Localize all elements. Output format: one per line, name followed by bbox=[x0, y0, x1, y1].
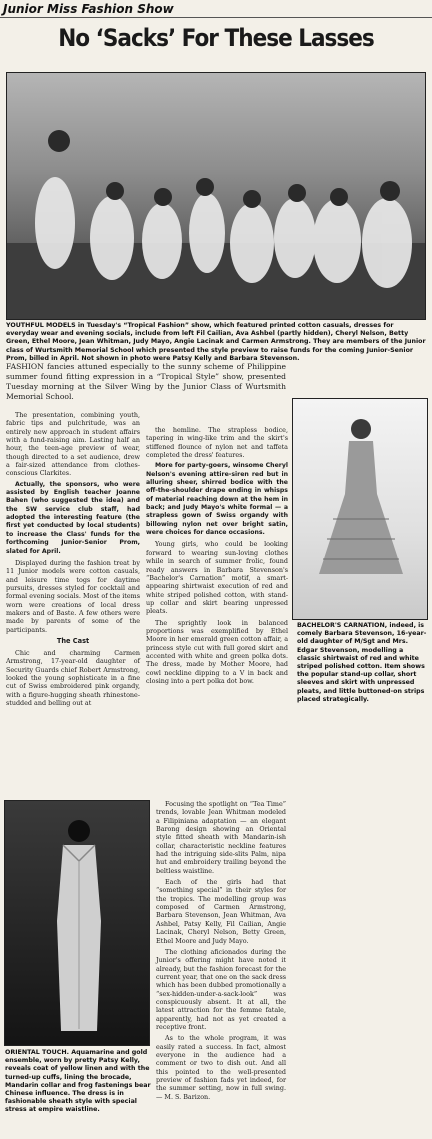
paragraph: the hemline. The strapless bodice, tapering in wing-like trim and the skirt's stiffened flounce of nylon net and taffeta completed the dress' features. bbox=[146, 426, 288, 460]
oriental-photo bbox=[4, 800, 150, 1046]
article-column-1 bbox=[6, 411, 140, 710]
section-kicker: Junior Miss Fashion Show bbox=[3, 2, 174, 16]
article-column-3 bbox=[156, 800, 286, 1104]
carnation-photo-figure bbox=[293, 399, 428, 620]
paragraph: Actually, the sponsors, who were assisted by English teacher Joanne Bahen (who suggested the idea) and the SW service club staff, had adopted the interesting feature (the first yet conducted by local students) to increase the Class' funds for the forthcoming Junior-Senior Prom, slated for April. bbox=[6, 480, 140, 555]
paragraph: As to the whole program, it was easily rated a success. In fact, almost everyone in the audience had a comment or two to dish out. And all this pointed to the well-presented preview of fashion fads yet indeed, for the summer setting, now in full swing. — M. S. Barizon. bbox=[156, 1034, 286, 1101]
caption-lead: ORIENTAL TOUCH. bbox=[5, 1049, 70, 1056]
caption-lead: YOUTHFUL MODELS bbox=[6, 322, 76, 329]
paragraph: More for party-goers, winsome Cheryl Nelson's evening attire-siren red but in alluring sheer, shirred bodice with the off-the-shoulder drape ending in whisps of material reaching down at the hem in back; and Judy Mayo's white formal — a strapless gown of Swiss organdy with billowing nylon net over bright satin, were choices for dance occasions. bbox=[146, 462, 288, 537]
caption-text: , indeed, is comely Barbara Stevenson, 16-year-old daughter of M/Sgt and Mrs. Edgar Stevenson, modelling a classic shirtwaist of red and white striped polished cotton. Item shows the popular stand-up collar, short sleeves and skirt with unpressed pleats, and little buttoned-on strips placed strategically. bbox=[297, 622, 427, 703]
article-column-2 bbox=[146, 426, 288, 688]
caption-text: in Tuesday's “Tropical Fashion” show, which featured printed cotton casuals, dresses for everyday wear and evening socials, include from left Fil Cailian, Ava Ashbel (partly hidden), Cheryl Nelson, Betty Green, Ethel Moore, Jean Whitman, Judy Mayo, Angie Lacinak and Carmen Armstrong. They are members of the Junior class of Wurtsmith Memorial School which presented the style preview to raise funds for the coming Junior-Senior Prom, billed in April. Not shown in photo were Patsy Kelly and Barbara Stevenson. bbox=[6, 322, 426, 362]
kicker-rule bbox=[0, 17, 432, 18]
headline: No ‘Sacks’ For These Lasses bbox=[58, 24, 374, 52]
paragraph: The clothing aficionados during the Junior's offering might have noted it already, but the fashion forecast for the current year, that one on the sack dress which has been dubbed promotionally a “sex-hidden-under-a-sack-look” was conspicuously absent. It at all, the latest attraction for the femme fatale, apparently, had not as yet created a receptive front. bbox=[156, 947, 286, 1031]
group-photo-caption bbox=[6, 322, 426, 363]
caption-lead: BACHELOR'S CARNATION bbox=[297, 622, 385, 629]
paragraph: Displayed during the fashion treat by 11 Junior models were cotton casuals, and leisure time togs for daytime pursuits, dresses styled for cocktail and formal evening socials. Most of the items worn were creations of local dress makers and of Baste. A few others were made by parents of some of the participants. bbox=[6, 558, 140, 634]
carnation-photo bbox=[292, 398, 428, 620]
subhead-the-cast: The Cast bbox=[56, 636, 90, 645]
oriental-caption bbox=[5, 1049, 151, 1115]
group-photo-figures bbox=[7, 73, 426, 320]
oriental-photo-figure bbox=[5, 801, 150, 1046]
paragraph: The presentation, combining youth, fabric tips and pulchritude, was an entirely new approach in student affairs with a fund-raising aim. Lasting half an hour, the teen-age preview of wear, though directed to a set audience, drew a fair-sized attendance from clothes-conscious Clarkites. bbox=[6, 411, 140, 478]
paragraph: Chic and charming Carmen Armstrong, 17-year-old daughter of Security Guards chief Robert Armstrong, looked the young sophisticate in a fine cut of Swiss embroidered pink organdy, with a figure-hugging sheath rhinestone-studded and belling out at bbox=[6, 648, 140, 707]
caption-text: Aquamarine and gold ensemble, worn by pretty Patsy Kelly, reveals coat of yellow linen and with the turned-up cuffs, lining the brocade, Mandarin collar and frog fastenings bear Chinese influence. The dress is in fashionable sheath style with special stress at empire waistline. bbox=[5, 1049, 151, 1114]
paragraph: Young girls, who could be looking forward to wearing sun-loving clothes while in search of summer frolic, found ready answers in Barbara Stevenson's “Bachelor's Carnation” motif, a smart-appearing shirtwaist execution of red and white striped polished cotton, with stand-up collar and skirt bearing unpressed pleats. bbox=[146, 540, 288, 616]
paragraph: Focusing the spotlight on “Tea Time” trends, lovable Jean Whitman modeled a Filipiniana adaptation — an elegant Barong design showing an Oriental style fitted sheath with Mandarin-ish collar, characteristic neckline features had the intriguing side-slits Palm, nipa hut and embroidery trailing beyond the beltless waistline. bbox=[156, 800, 286, 875]
paragraph: The sprightly look in balanced proportions was exemplified by Ethel Moore in her emerald green cotton affair, a princess style cut with full gored skirt and accented with white and green polka dots. The dress, made by Mother Moore, had cowl neckline dipping to a V in back and closing into a pert polka dot bow. bbox=[146, 618, 288, 685]
lede-paragraph: FASHION fancies attuned especially to the sunny scheme of Philippine summer found fitting expression in a “Tropical Style” show, presented Tuesday morning at the Silver Wing by the Junior Class of Wurtsmith Memorial School. bbox=[6, 362, 286, 401]
carnation-caption bbox=[297, 622, 428, 704]
group-photo bbox=[6, 72, 426, 320]
paragraph: Each of the girls had that “something special” in their styles for the tropics. The modelling group was composed of Carmen Armstrong, Barbara Stevenson, Jean Whitman, Ava Ashbel, Patsy Kelly, Fil Cailian, Angie Lacinak, Cheryl Nelson, Betty Green, Ethel Moore and Judy Mayo. bbox=[156, 878, 286, 945]
